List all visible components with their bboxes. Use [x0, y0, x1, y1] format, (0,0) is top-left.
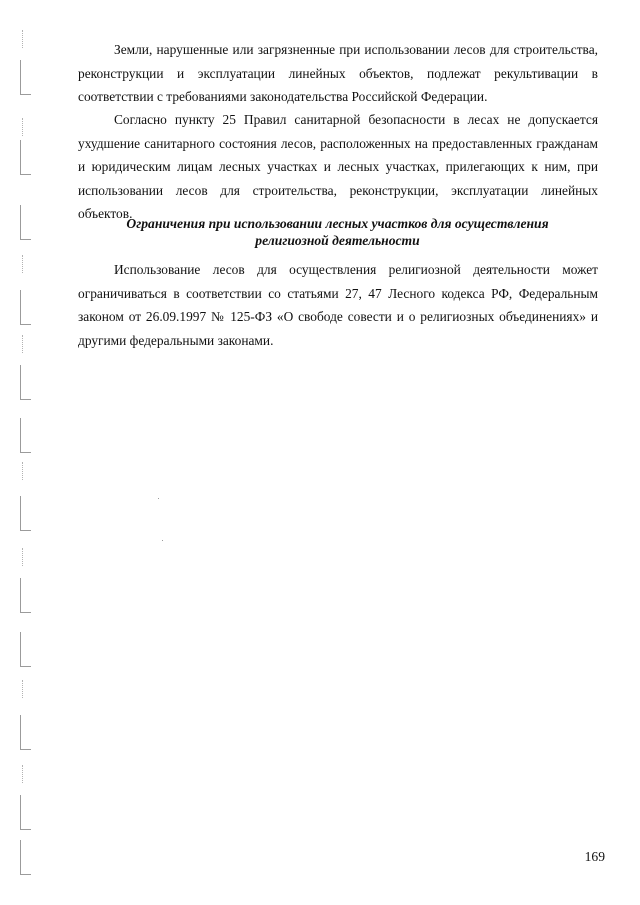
binding-mark — [20, 290, 31, 325]
section-heading-line-1: Ограничения при использовании лесных участков для осуществления — [126, 216, 549, 231]
binding-mark — [20, 496, 31, 531]
paragraph-block — [78, 108, 598, 226]
binding-mark — [20, 60, 31, 95]
binding-mark — [22, 335, 27, 353]
binding-mark — [20, 632, 31, 667]
binding-mark — [20, 840, 31, 875]
paragraph-religious-activity: Использование лесов для осуществления религиозной деятельности может ограничиваться в соответствии со статьями 27, 47 Лесного кодекса РФ, Федеральным законом от 26.09.1997 № 125-ФЗ «О свободе совести и о религиозных объединениях» и другими федеральными законами. — [78, 262, 598, 348]
binding-mark — [22, 680, 27, 698]
paragraph-block — [78, 38, 598, 109]
binding-mark — [20, 140, 31, 175]
binding-mark — [20, 205, 31, 240]
binding-mark — [22, 548, 27, 566]
binding-mark — [20, 795, 31, 830]
paragraph-sanitary-rules: Согласно пункту 25 Правил санитарной безопасности в лесах не допускается ухудшение санитарного состояния лесов, расположенных на предоставленных гражданам и юридическим лицам лесных участках и лесных участках, прилегающих к ним, при использовании лесов для строительства, реконструкции, эксплуатации линейных объектов. — [78, 112, 598, 221]
scan-speck — [162, 540, 163, 541]
section-heading-line-2: религиозной деятельности — [255, 233, 420, 248]
page-number: 169 — [584, 849, 605, 864]
binding-mark — [22, 118, 27, 136]
binding-mark — [20, 365, 31, 400]
binding-mark — [20, 578, 31, 613]
binding-mark — [22, 765, 27, 783]
binding-mark — [20, 418, 31, 453]
section-heading — [100, 215, 575, 249]
scan-speck — [158, 498, 159, 499]
paragraph-block — [78, 258, 598, 352]
paragraph-land-reclamation: Земли, нарушенные или загрязненные при использовании лесов для строительства, реконструкции и эксплуатации линейных объектов, подлежат рекультивации в соответствии с требованиями законодательства Российской Федерации. — [78, 42, 598, 104]
binding-mark — [22, 30, 27, 48]
binding-mark — [22, 462, 27, 480]
binding-mark — [20, 715, 31, 750]
binding-mark — [22, 255, 27, 273]
